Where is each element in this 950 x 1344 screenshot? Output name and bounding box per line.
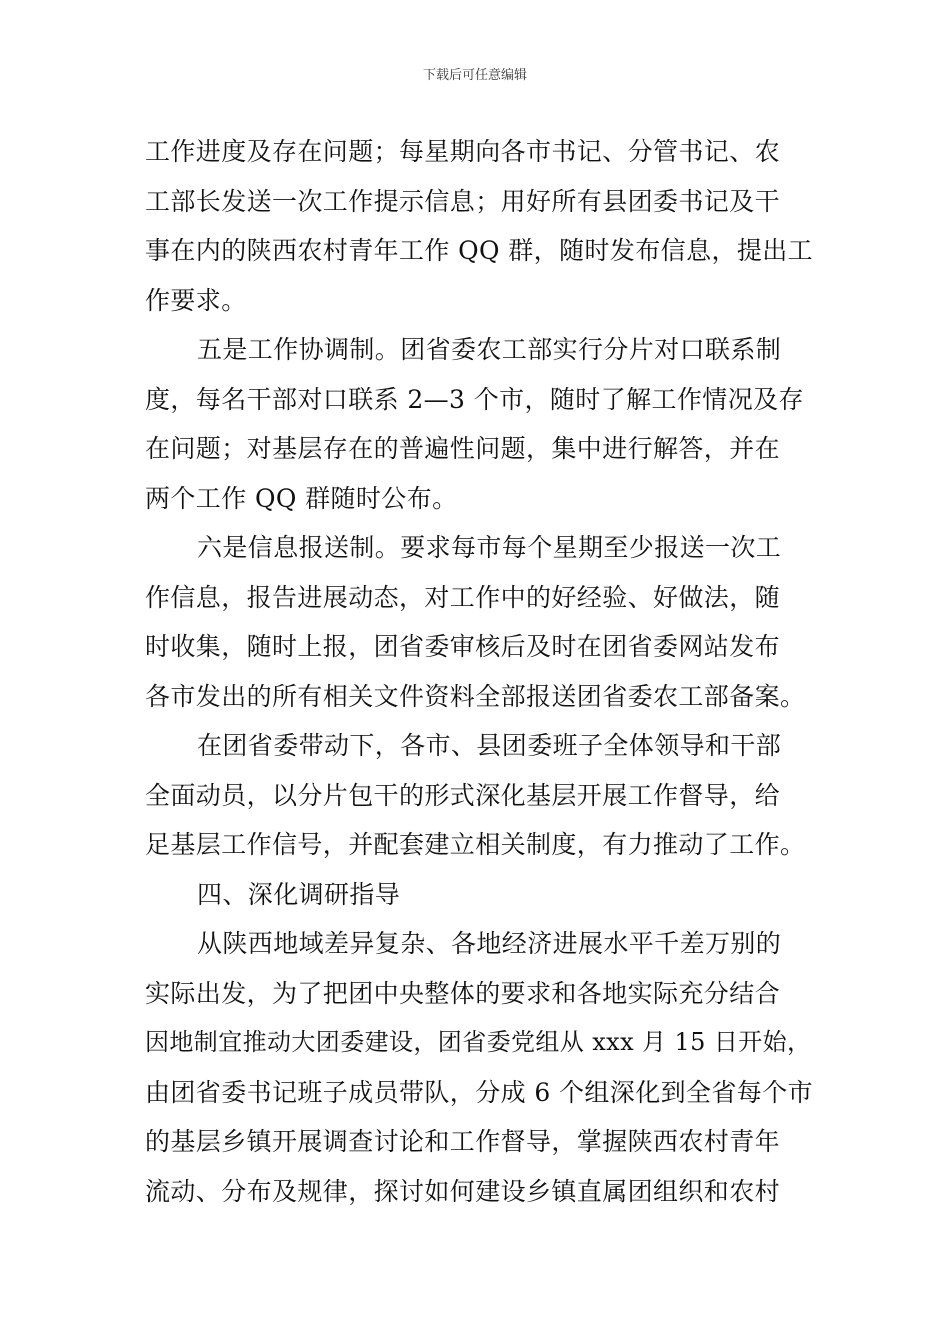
text-line: 从陕西地域差异复杂、各地经济进展水平千差万别的 — [197, 929, 782, 958]
text-line: 两个工作 QQ 群随时公布。 — [145, 483, 458, 513]
text-line: 由团省委书记班子成员带队，分成 6 个组深化到全省每个市 — [145, 1077, 814, 1107]
page-header: 下载后可任意编辑 — [422, 68, 527, 83]
text-line: 工部长发送一次工作提示信息；用好所有县团委书记及干 — [145, 186, 781, 216]
text-line: 在团省委带动下，各市、县团委班子全体领导和干部 — [197, 731, 782, 760]
text-line: 流动、分布及规律，探讨如何建设乡镇直属团组织和农村 — [145, 1176, 781, 1206]
text-line: 在问题；对基层存在的普遍性问题，集中进行解答，并在 — [145, 434, 781, 463]
text-line: 实际出发，为了把团中央整体的要求和各地实际充分结合 — [145, 978, 781, 1008]
text-line: 足基层工作信号，并配套建立相关制度，有力推动了工作。 — [145, 830, 806, 859]
text-line: 度，每名干部对口联系 2—3 个市，随时了解工作情况及存 — [145, 384, 804, 414]
text-line: 五是工作协调制。团省委农工部实行分片对口联系制 — [197, 335, 782, 364]
text-line: 事在内的陕西农村青年工作 QQ 群，随时发布信息，提出工 — [145, 236, 814, 265]
text-line: 的基层乡镇开展调查讨论和工作督导，掌握陕西农村青年 — [145, 1127, 781, 1156]
text-line: 时收集，随时上报，团省委审核后及时在团省委网站发布 — [145, 632, 781, 661]
text-line: 因地制宜推动大团委建设，团省委党组从 xxx 月 15 日开始， — [145, 1028, 812, 1056]
text-line: 工作进度及存在问题；每星期向各市书记、分管书记、农 — [145, 137, 781, 166]
text-line: 作信息，报告进展动态，对工作中的好经验、好做法，随 — [145, 582, 781, 612]
document-body — [145, 127, 814, 1216]
text-line: 各市发出的所有相关文件资料全部报送团省委农工部备案。 — [145, 681, 806, 711]
text-line: 四、深化调研指导 — [197, 879, 401, 909]
text-line: 六是信息报送制。要求每市每个星期至少报送一次工 — [197, 533, 782, 562]
text-line: 全面动员，以分片包干的形式深化基层开展工作督导，给 — [145, 780, 781, 810]
text-line: 作要求。 — [145, 285, 247, 315]
